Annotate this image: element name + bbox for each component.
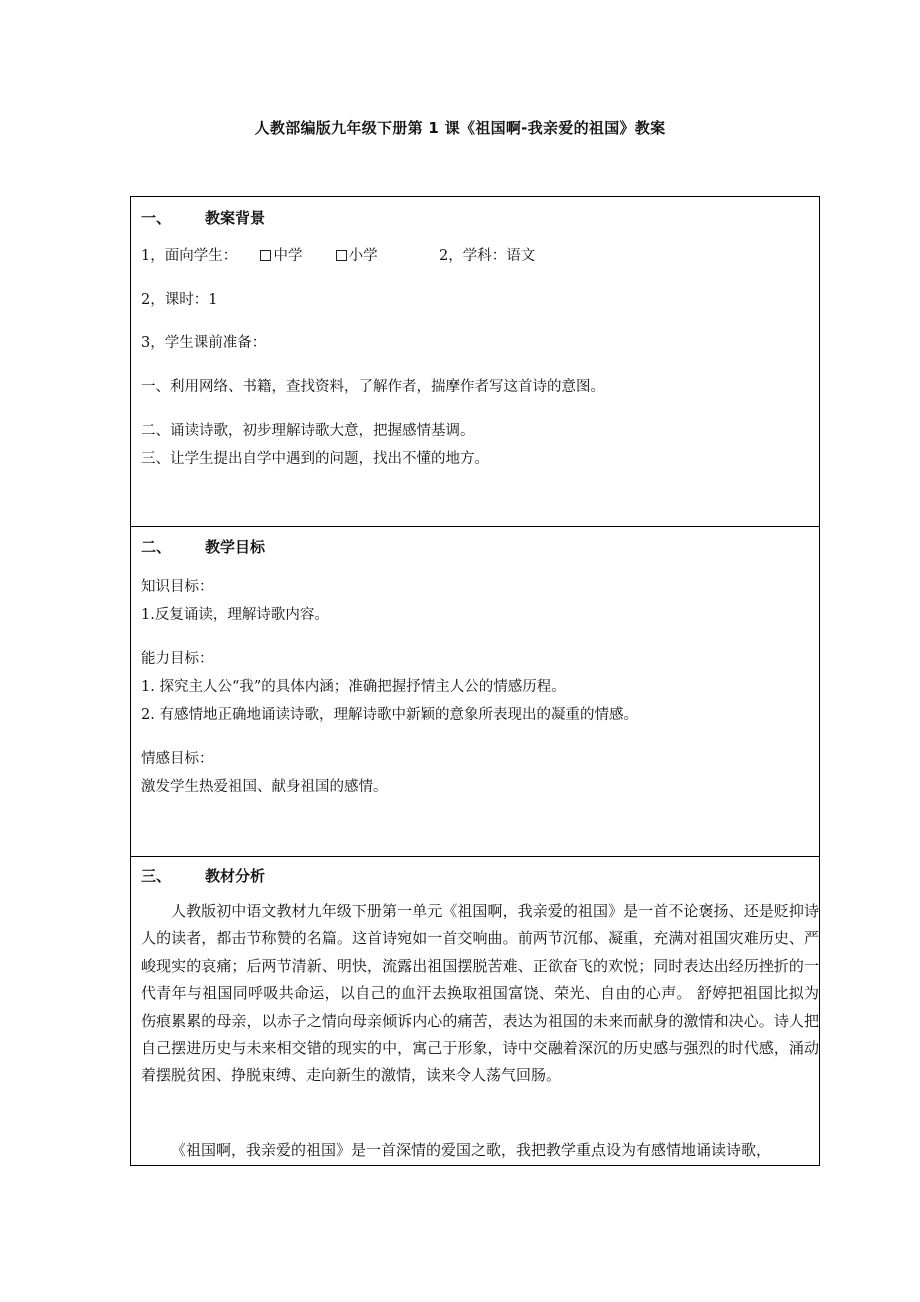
- prep-label: 3，学生课前准备：: [141, 335, 267, 351]
- knowledge-item: 1.反复诵读，理解诗歌内容。: [141, 607, 329, 623]
- lesson-plan-table: [130, 196, 820, 1166]
- section-heading-analysis: [141, 865, 265, 886]
- section-divider: [131, 526, 819, 527]
- class-hours-field: 2，课时：1: [141, 292, 218, 308]
- section-heading-objectives: [141, 536, 265, 557]
- emotion-label: 情感目标：: [141, 751, 214, 767]
- document-title: 人教部编版九年级下册第 1 课《祖国啊-我亲爱的祖国》教案: [254, 119, 666, 137]
- prep-item: 二、诵读诗歌，初步理解诗歌大意，把握感情基调。: [141, 423, 475, 439]
- checkbox-icon[interactable]: [260, 250, 271, 261]
- section-number: 一、: [141, 209, 172, 227]
- section-number: 二、: [141, 538, 172, 556]
- section-title: 教材分析: [205, 867, 266, 885]
- audience-row: [141, 247, 378, 265]
- section-number: 三、: [141, 867, 172, 885]
- analysis-paragraph: 《祖国啊，我亲爱的祖国》是一首深情的爱国之歌，我把教学重点设为有感情地诵读诗歌，: [171, 1141, 772, 1159]
- ability-label: 能力目标：: [141, 651, 214, 667]
- section-title: 教学目标: [205, 538, 266, 556]
- emotion-item: 激发学生热爱祖国、献身祖国的感情。: [141, 779, 388, 795]
- checkbox-icon[interactable]: [336, 250, 347, 261]
- knowledge-label: 知识目标：: [141, 579, 214, 595]
- ability-item: 1. 探究主人公“我”的具体内涵；准确把握抒情主人公的情感历程。: [141, 679, 566, 695]
- prep-item: 三、让学生提出自学中遇到的问题，找出不懂的地方。: [141, 451, 489, 467]
- analysis-paragraph: 人教版初中语文教材九年级下册第一单元《祖国啊，我亲爱的祖国》是一首不论褒扬、还是贬抑诗人的读者，都击节称赞的名篇。这首诗宛如一首交响曲。前两节沉郁、凝重，充满对祖国灾难历史、严峻现实的哀痛；后两节清新、明快，流露出祖国摆脱苦难、正欲奋飞的欢悦；同时表达出经历挫折的一代青年与祖国同呼吸共命运，以自己的血汗去换取祖国富饶、荣光、自由的心声。 舒婷把祖国比拟为伤痕累累的母亲，以赤子之情向母亲倾诉内心的痛苦，表达为祖国的未来而献身的激情和决心。诗人把自己摆进历史与未来相交错的现实的中，寓己于形象，诗中交融着深沉的历史感与强烈的时代感，涌动着摆脱贫困、挣脱束缚、走向新生的激情，读来令人荡气回肠。: [141, 902, 819, 1085]
- audience-label: 1，面向学生：: [141, 248, 238, 264]
- prep-item: 一、利用网络、书籍，查找资料，了解作者，揣摩作者写这首诗的意图。: [141, 379, 605, 395]
- option-primary-school: 小学: [348, 248, 378, 264]
- subject-field: 2，学科：语文: [439, 248, 536, 264]
- ability-item: 2. 有感情地正确地诵读诗歌，理解诗歌中新颖的意象所表现出的凝重的情感。: [141, 707, 638, 723]
- option-middle-school: 中学: [273, 248, 303, 264]
- section-divider: [131, 856, 819, 857]
- section-heading-background: [141, 207, 265, 228]
- section-title: 教案背景: [205, 209, 266, 227]
